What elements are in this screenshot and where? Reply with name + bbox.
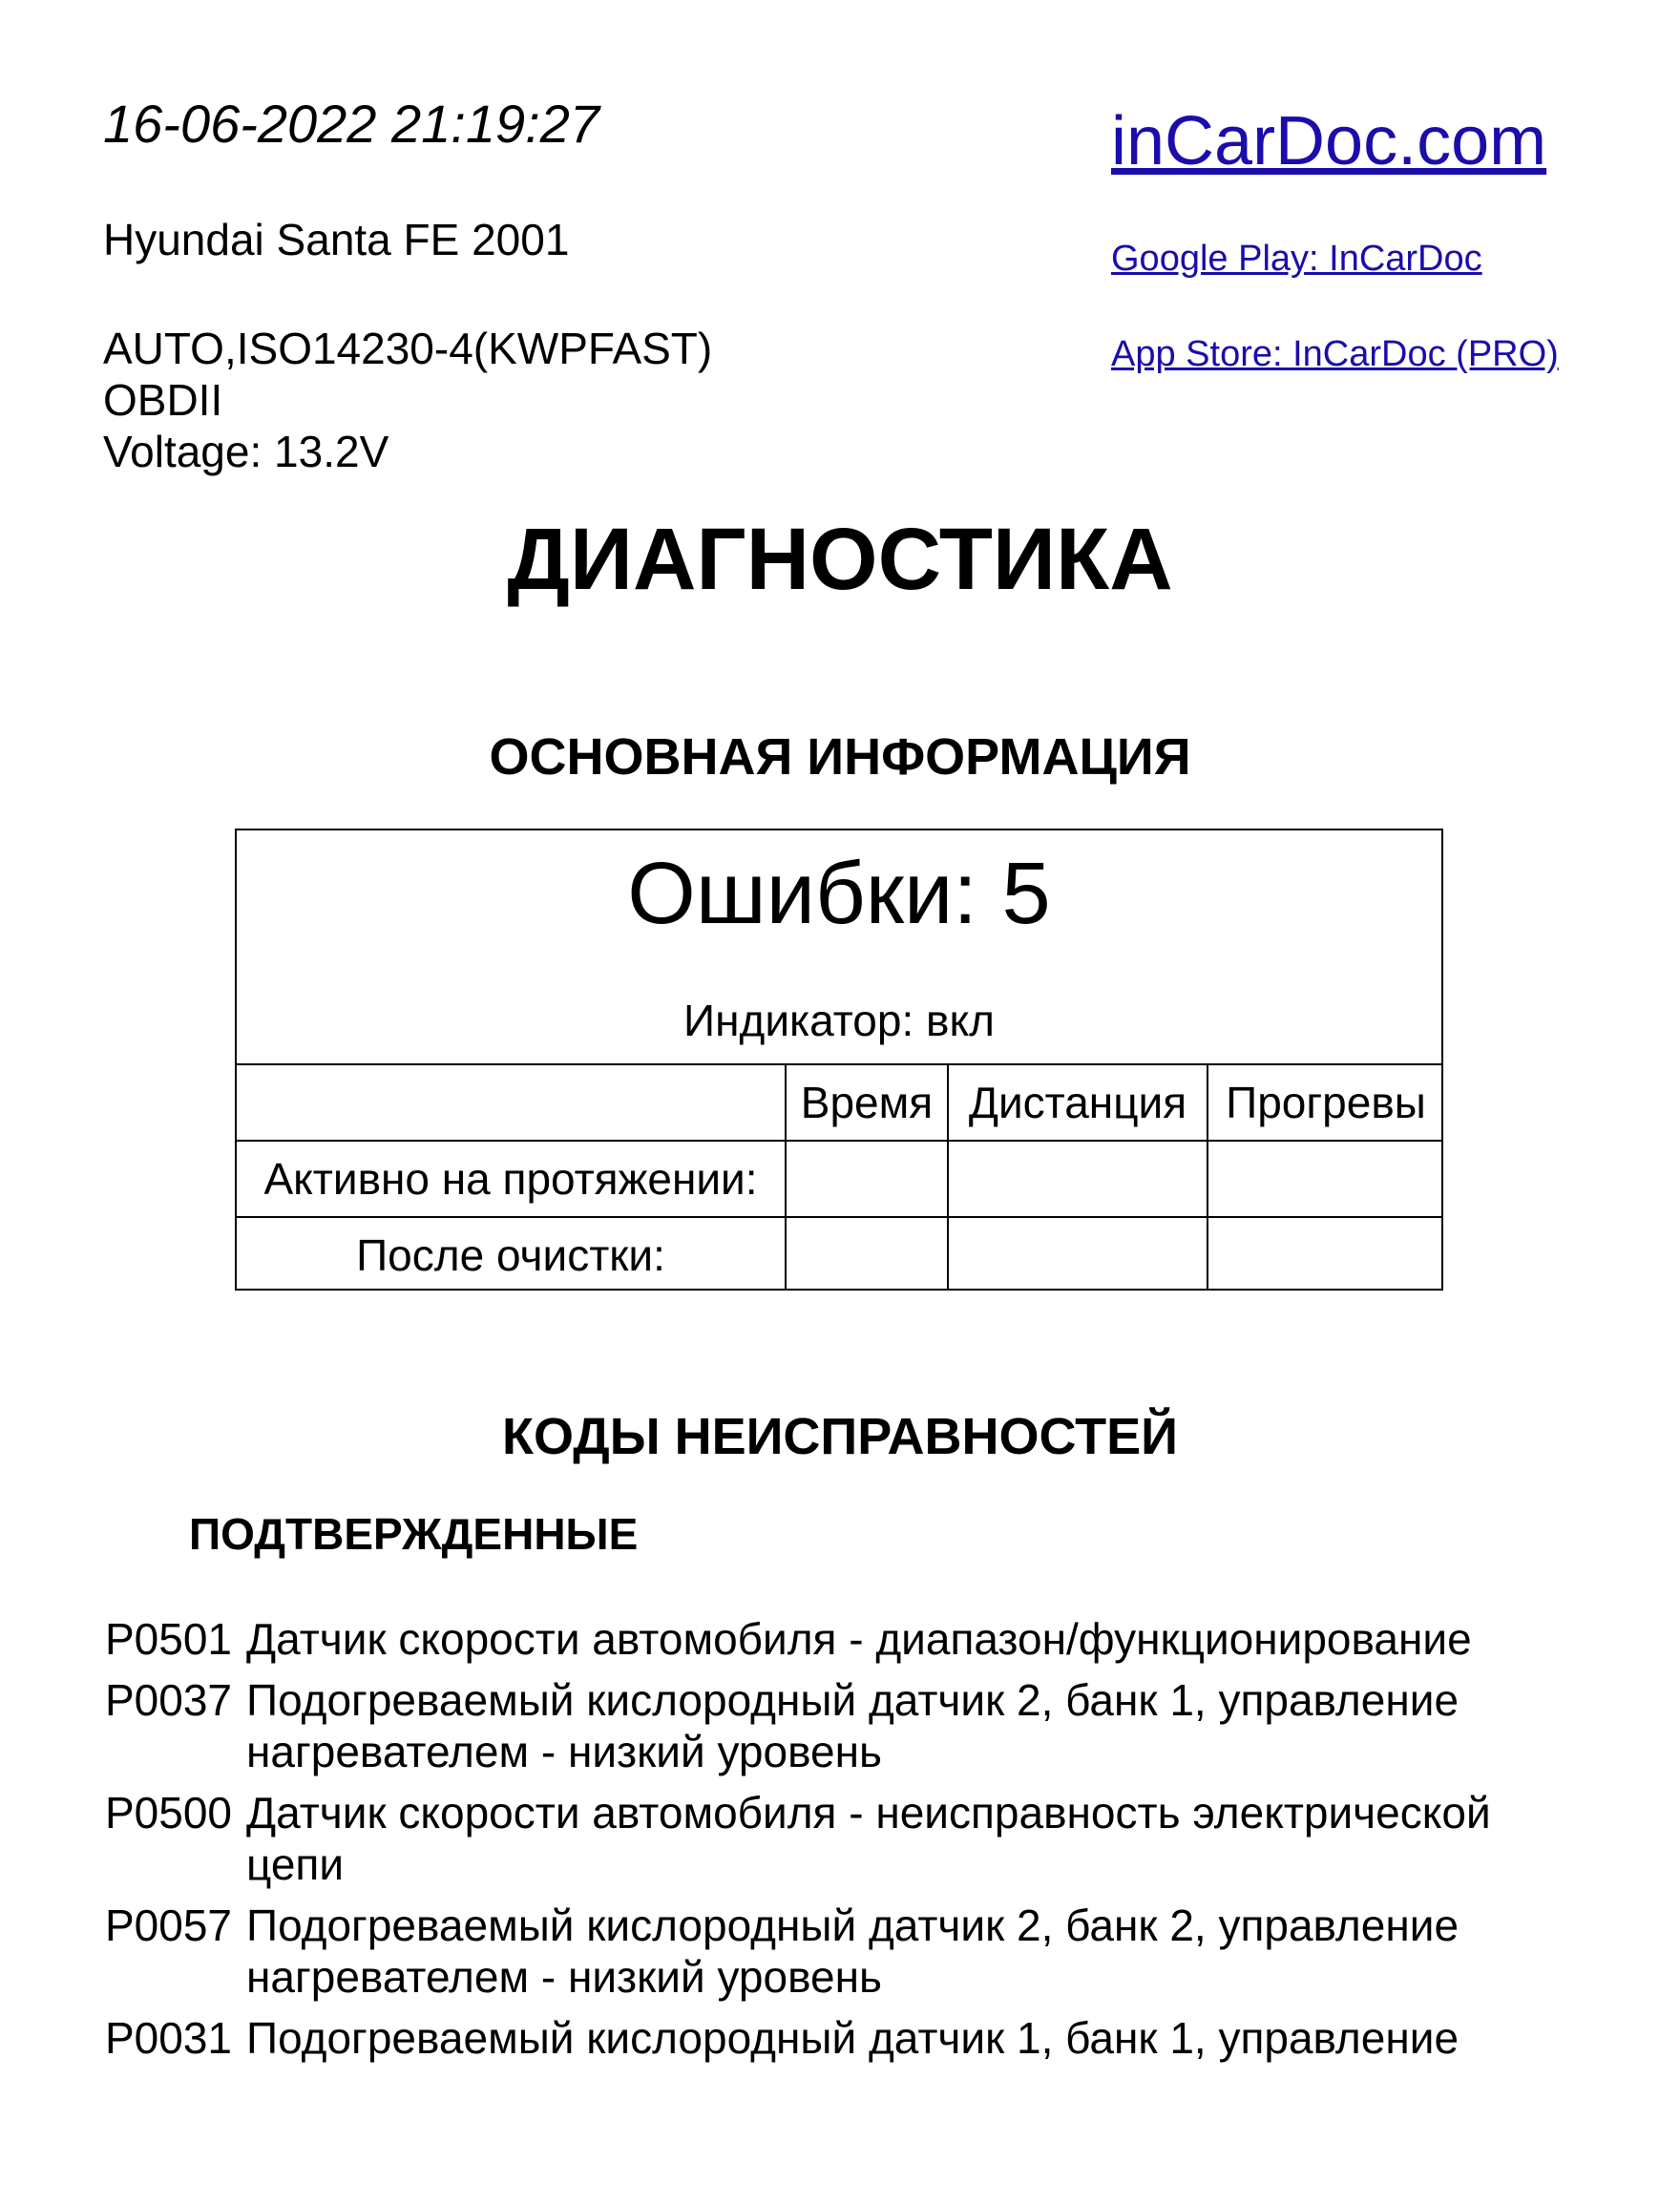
fault-code-id: P0037 (105, 1675, 233, 1725)
fault-code-description: Подогреваемый кислородный датчик 2, банк 1, управление нагревателем - низкий уровень (246, 1675, 1460, 1776)
indicator-status: Индикатор: вкл (683, 996, 995, 1045)
fault-code-description: Датчик скорости автомобиля - диапазон/функционирование (246, 1614, 1472, 1664)
column-header-time: Время (800, 1078, 934, 1127)
row-label-active: Активно на протяжении: (263, 1154, 758, 1204)
table-divider (237, 1063, 1441, 1065)
protocol-text: AUTO,ISO14230-4(KWPFAST) (103, 324, 713, 373)
column-header-distance: Дистанция (968, 1078, 1187, 1127)
fault-code-id: P0031 (105, 2013, 233, 2063)
row-label-after-clear: После очистки: (356, 1230, 665, 1280)
fault-code-id: P0057 (105, 1900, 233, 1950)
page-title: ДИАГНОСТИКА (507, 511, 1173, 608)
google-play-link[interactable]: Google Play: InCarDoc (1111, 239, 1482, 279)
report-timestamp: 16-06-2022 21:19:27 (103, 94, 599, 154)
connection-info (103, 323, 712, 477)
fault-code-item (105, 2012, 1594, 2064)
fault-code-description: Датчик скорости автомобиля - неисправность электрической цепи (246, 1788, 1491, 1889)
fault-code-item (105, 1900, 1594, 2003)
fault-code-id: P0501 (105, 1614, 233, 1664)
fault-codes-heading: КОДЫ НЕИСПРАВНОСТЕЙ (502, 1408, 1178, 1465)
basic-info-table (235, 829, 1443, 1291)
fault-code-item (105, 1613, 1594, 1665)
fault-code-item (105, 1674, 1594, 1777)
vehicle-name: Hyundai Santa FE 2001 (103, 215, 570, 264)
voltage-text: Voltage: 13.2V (103, 427, 389, 476)
errors-count: Ошибки: 5 (627, 845, 1051, 942)
table-divider (237, 1140, 1441, 1142)
fault-code-list (105, 1613, 1594, 2073)
fault-code-description: Подогреваемый кислородный датчик 2, банк 2, управление нагревателем - низкий уровень (246, 1900, 1460, 2002)
confirmed-codes-heading: ПОДТВЕРЖДЕННЫЕ (189, 1509, 639, 1559)
site-link[interactable]: inCarDoc.com (1111, 103, 1547, 179)
fault-code-id: P0500 (105, 1788, 233, 1838)
table-divider (237, 1216, 1441, 1218)
column-header-warmups: Прогревы (1226, 1078, 1426, 1127)
fault-code-item (105, 1787, 1594, 1890)
basic-info-heading: ОСНОВНАЯ ИНФОРМАЦИЯ (489, 728, 1191, 786)
fault-code-description: Подогреваемый кислородный датчик 1, банк 1, управление (246, 2013, 1460, 2063)
app-store-link[interactable]: App Store: InCarDoc (PRO) (1111, 334, 1559, 374)
standard-text: OBDII (103, 375, 223, 425)
